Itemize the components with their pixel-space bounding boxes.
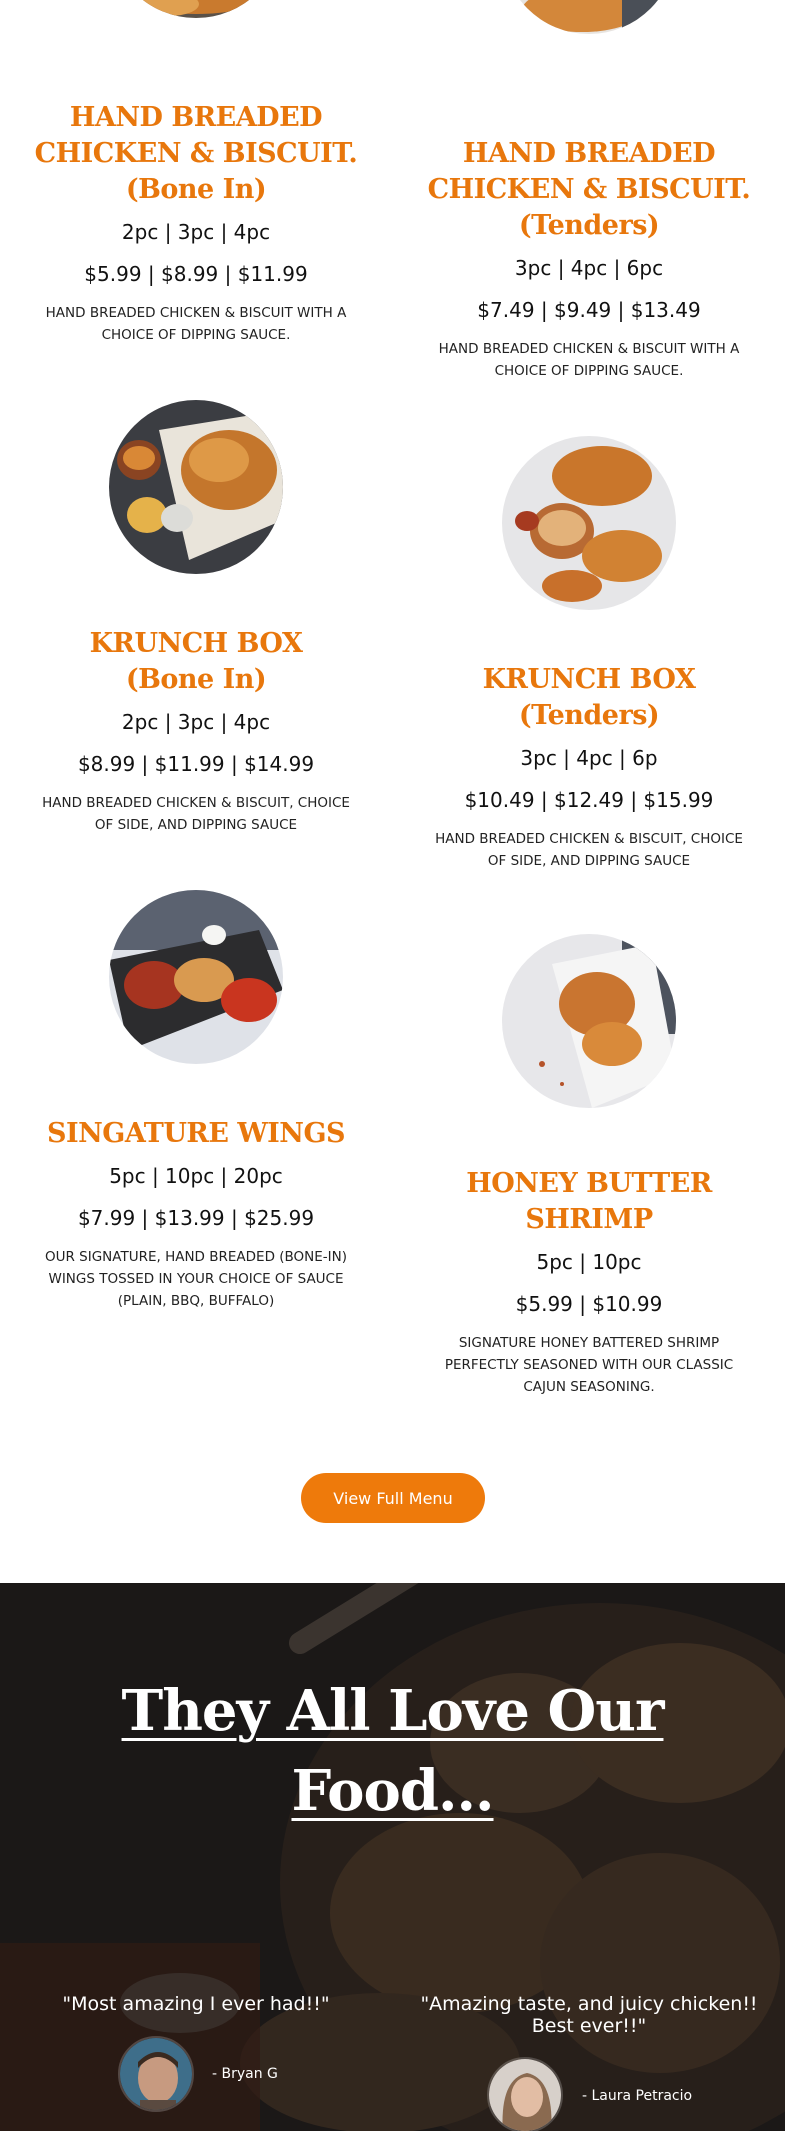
review-quote-2: "Amazing taste, and juicy chicken!! Best ever!!" xyxy=(420,1993,758,2037)
item-sizes: 3pc | 4pc | 6p xyxy=(520,746,658,770)
testimonials-heading: They All Love Our Food... xyxy=(121,1678,664,1824)
item-title: KRUNCH BOX (Tenders) xyxy=(482,664,696,731)
menu-item-chicken-biscuit-bone-in xyxy=(16,100,376,346)
reviewer-name-1: - Bryan G xyxy=(212,2066,278,2082)
item-sizes: 3pc | 4pc | 6pc xyxy=(514,256,664,280)
menu-item-chicken-biscuit-tenders xyxy=(409,136,769,382)
item-prices: $7.49 | $9.49 | $13.49 xyxy=(477,298,701,322)
item-description: HAND BREADED CHICKEN & BISCUIT, CHOICE OF SIDE, AND DIPPING SAUCE xyxy=(435,831,743,869)
krunch-box-bone-in-photo xyxy=(109,400,283,574)
menu-item-krunch-box-bone-in xyxy=(16,626,376,836)
item-title: HAND BREADED CHICKEN & BISCUIT. (Tenders) xyxy=(427,138,751,241)
menu-item-honey-butter-shrimp xyxy=(409,1166,769,1398)
review-quote-1: "Most amazing I ever had!!" xyxy=(62,1993,330,2015)
menu-column-right xyxy=(409,0,769,1440)
wings-photo xyxy=(109,890,283,1064)
item-prices: $5.99 | $8.99 | $11.99 xyxy=(84,262,308,286)
view-full-menu-button[interactable]: View Full Menu xyxy=(301,1473,485,1523)
item-prices: $7.99 | $13.99 | $25.99 xyxy=(77,1206,315,1230)
item-sizes: 2pc | 3pc | 4pc xyxy=(121,220,271,244)
menu-item-signature-wings xyxy=(16,1116,376,1312)
fried-chicken-background-image xyxy=(0,1583,785,2131)
avatar-bryan xyxy=(118,2036,194,2112)
item-title: HONEY BUTTER SHRIMP xyxy=(466,1168,712,1235)
item-prices: $10.49 | $12.49 | $15.99 xyxy=(464,788,714,812)
item-prices: $8.99 | $11.99 | $14.99 xyxy=(77,752,315,776)
item-sizes: 5pc | 10pc xyxy=(536,1250,642,1274)
menu-column-left xyxy=(16,0,376,1400)
testimonials-section xyxy=(0,1583,785,2131)
item-title: HAND BREADED CHICKEN & BISCUIT. (Bone In) xyxy=(34,102,358,205)
item-sizes: 5pc | 10pc | 20pc xyxy=(109,1164,283,1188)
item-title: SINGATURE WINGS xyxy=(46,1118,346,1149)
item-title: KRUNCH BOX (Bone In) xyxy=(89,628,303,695)
item-prices: $5.99 | $10.99 xyxy=(515,1292,663,1316)
menu-item-krunch-box-tenders xyxy=(409,662,769,872)
avatar-laura xyxy=(487,2057,563,2131)
item-description: SIGNATURE HONEY BATTERED SHRIMP PERFECTLY SEASONED WITH OUR CLASSIC CAJUN SEASONING. xyxy=(444,1335,734,1395)
krunch-box-tenders-photo xyxy=(502,436,676,610)
item-sizes: 2pc | 3pc | 4pc xyxy=(121,710,271,734)
shrimp-photo xyxy=(502,934,676,1108)
item-description: OUR SIGNATURE, HAND BREADED (BONE-IN) WINGS TOSSED IN YOUR CHOICE OF SAUCE (PLAIN, BBQ, BUFFALO) xyxy=(44,1249,348,1309)
item-description: HAND BREADED CHICKEN & BISCUIT WITH A CHOICE OF DIPPING SAUCE. xyxy=(438,341,740,379)
reviewer-name-2: - Laura Petracio xyxy=(582,2088,693,2104)
item-description: HAND BREADED CHICKEN & BISCUIT, CHOICE OF SIDE, AND DIPPING SAUCE xyxy=(42,795,350,833)
item-description: HAND BREADED CHICKEN & BISCUIT WITH A CHOICE OF DIPPING SAUCE. xyxy=(45,305,347,343)
